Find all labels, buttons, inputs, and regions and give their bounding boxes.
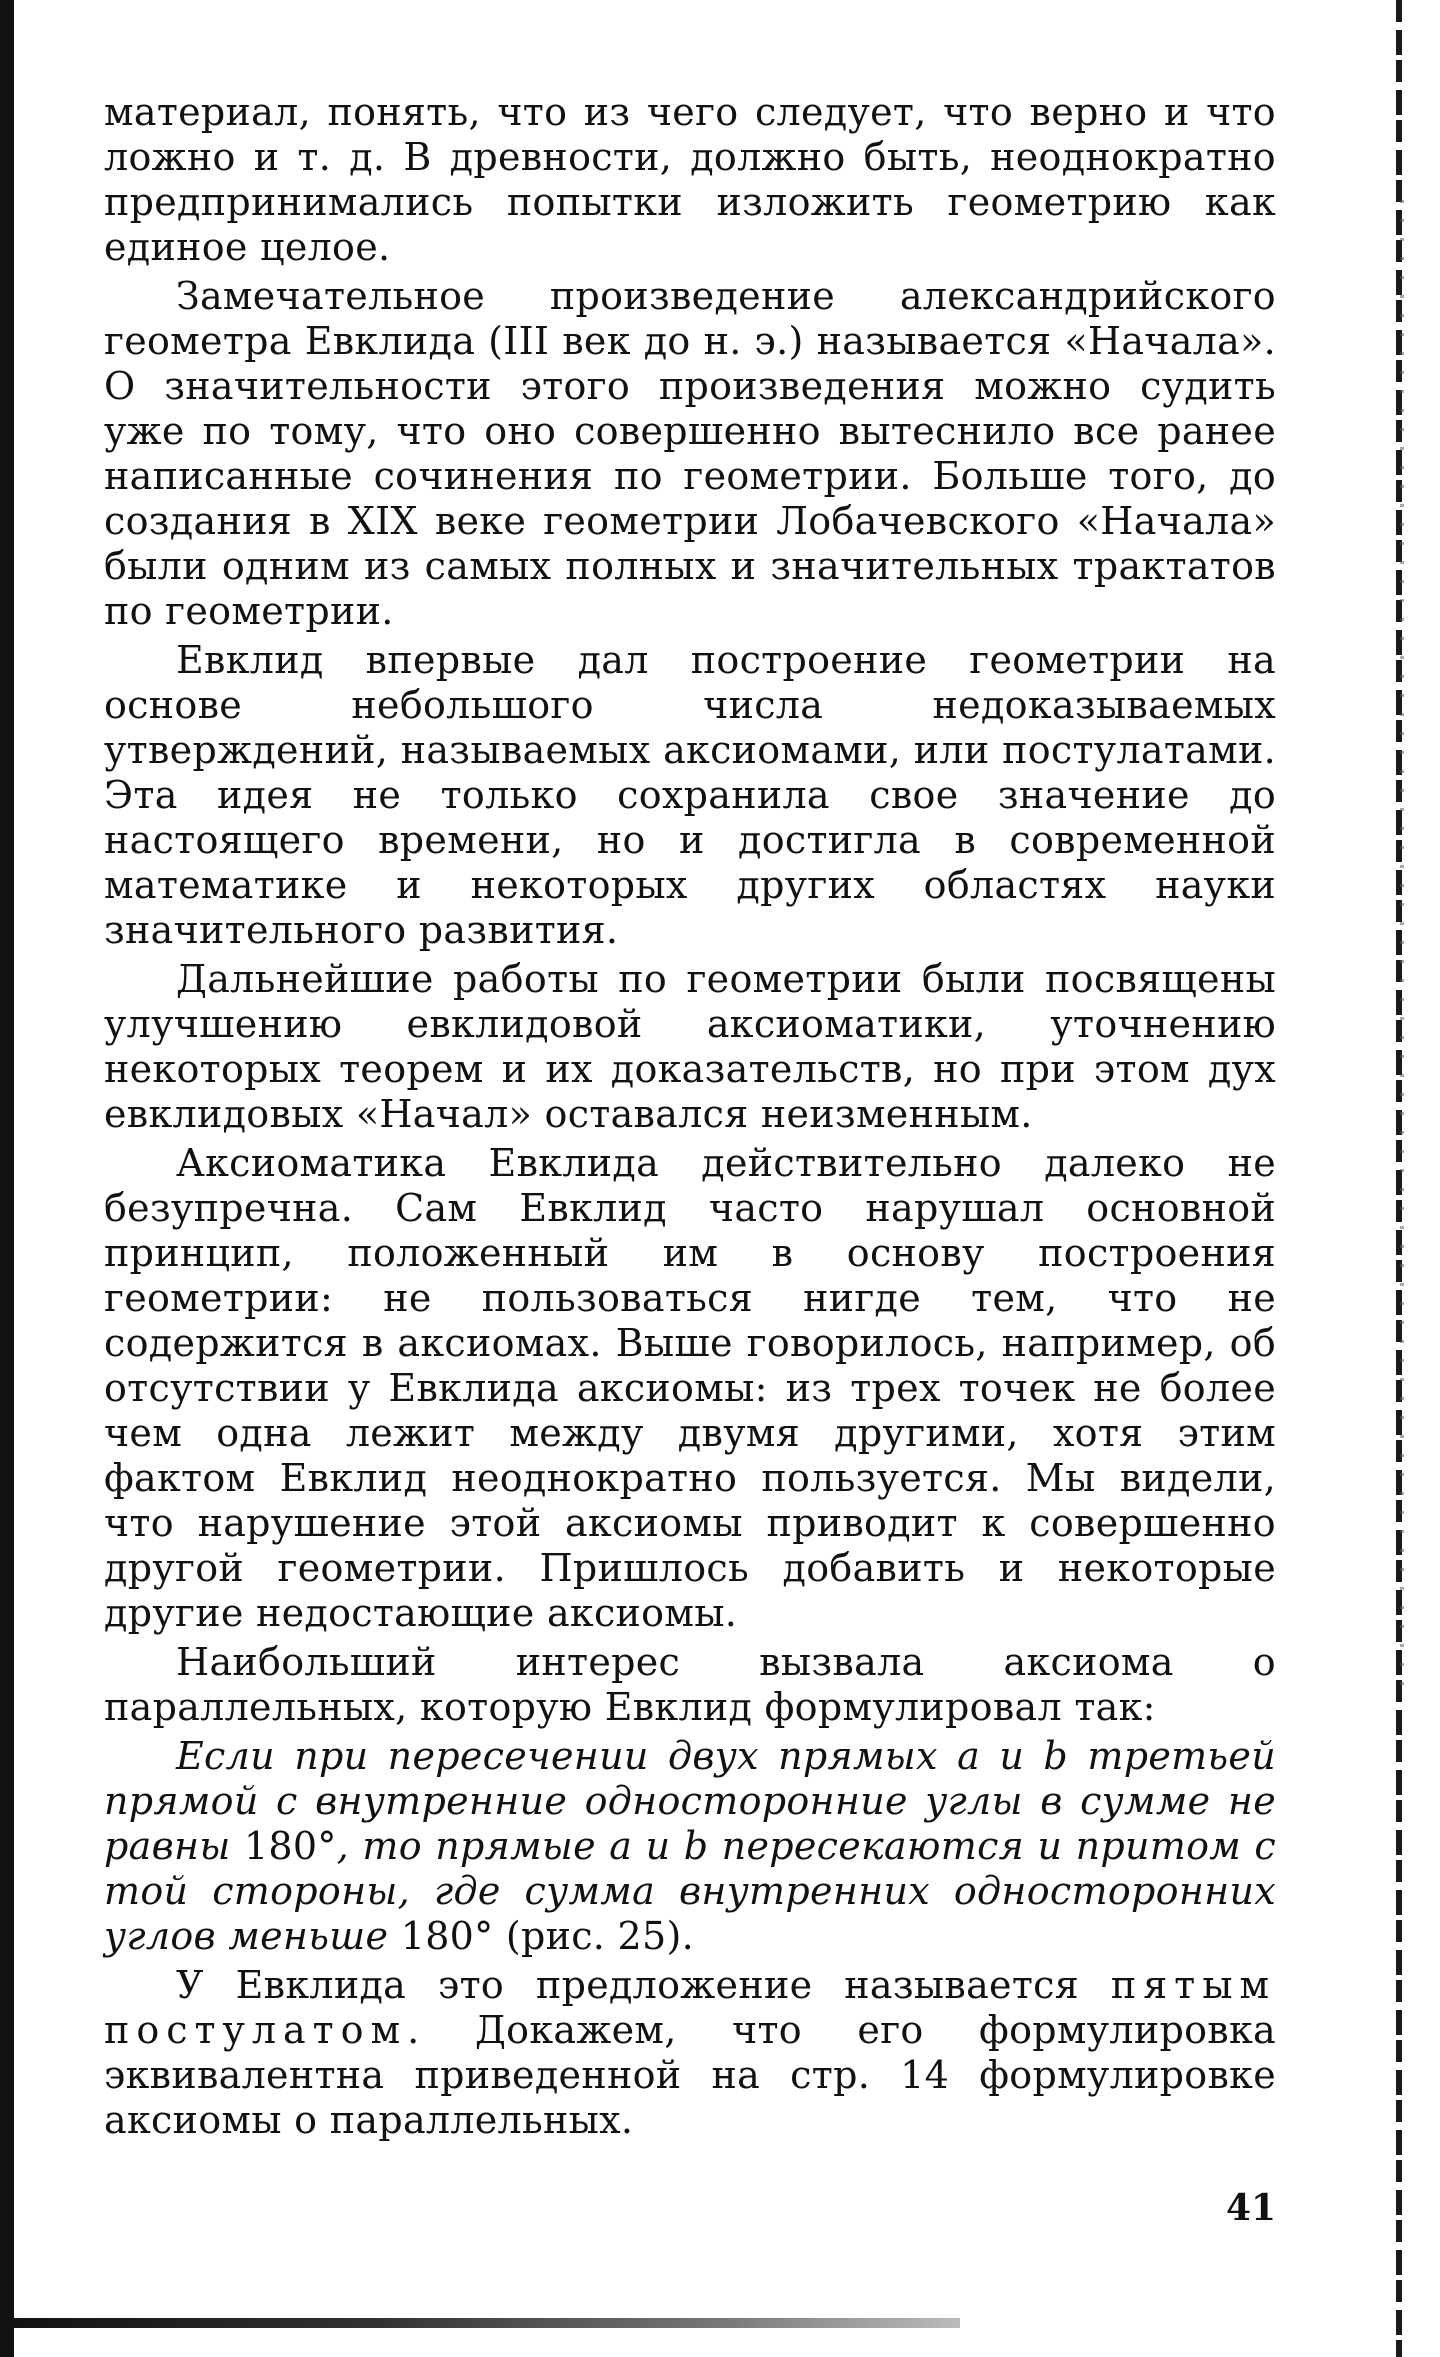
- figure-reference: (рис. 25).: [505, 1914, 695, 1958]
- fifth-postulate-term: пятым постулатом: [104, 1963, 1276, 2052]
- page-right-marks: [1400, 200, 1404, 1700]
- body-text: [104, 90, 1276, 2147]
- page-bottom-border: [0, 2318, 960, 2328]
- postulate-angle-2: 180°: [400, 1914, 494, 1958]
- postulate-text-part-2: , то прямые a и b пересекаются и притом с той стороны, где сумма внутренних односторонних углов меньше: [104, 1824, 1276, 1958]
- paragraph-4: Дальнейшие работы по геометрии были посвящены улучшению евклидовой аксиоматики, уточнению некоторых теорем и их доказательств, но при этом дух евклидовых «Начал» оставался неизменным.: [104, 957, 1276, 1136]
- paragraph-1: материал, понять, что из чего следует, что верно и что ложно и т. д. В древности, должно быть, неоднократно предпринимались попытки изложить геометрию как единое целое.: [104, 90, 1276, 269]
- last-paragraph-start: У Евклида это предложение называется: [176, 1963, 1111, 2007]
- paragraph-3: Евклид впервые дал построение геометрии на основе небольшого числа недоказываемых утверждений, называемых аксиомами, или постулатами. Эта идея не только сохранила свое значение до настоящего времени, но и достигла в современной математике и некоторых других областях науки значительного развития.: [104, 638, 1276, 952]
- page-left-border: [0, 0, 14, 2357]
- paragraph-last: [104, 1963, 1276, 2143]
- paragraph-5: Аксиоматика Евклида действительно далеко не безупречна. Сам Евклид часто нарушал основной принцип, положенный им в основу построения геометрии: не пользоваться нигде тем, что не содержится в аксиомах. Выше говорилось, например, об отсутствии у Евклида аксиомы: из трех точек не более чем одна лежит между двумя другими, хотя этим фактом Евклид неоднократно пользуется. Мы видели, что нарушение этой аксиомы приводит к совершенно другой геометрии. Пришлось добавить и некоторые другие недостающие аксиомы.: [104, 1141, 1276, 1635]
- fifth-postulate-statement: [104, 1734, 1276, 1959]
- postulate-angle-1: 180°: [243, 1824, 337, 1868]
- last-paragraph-end: . Докажем, что его формулировка эквивалентна приведенной на стр. 14 формулировке аксиомы о параллельных.: [104, 2008, 1276, 2142]
- page-number: 41: [1226, 2187, 1277, 2229]
- paragraph-2: Замечательное произведение александрийского геометра Евклида (III век до н. э.) называется «Начала». О значительности этого произведения можно судить уже по тому, что оно совершенно вытеснило все ранее написанные сочинения по геометрии. Больше того, до создания в XIX веке геометрии Лобачевского «Начала» были одним из самых полных и значительных трактатов по геометрии.: [104, 274, 1276, 633]
- paragraph-6: Наибольший интерес вызвала аксиома о параллельных, которую Евклид формулировал так:: [104, 1640, 1276, 1729]
- postulate-text-part-1: Если при пересечении двух прямых a и b третьей прямой с внутренние односторонние углы в сумме не равны: [104, 1734, 1276, 1868]
